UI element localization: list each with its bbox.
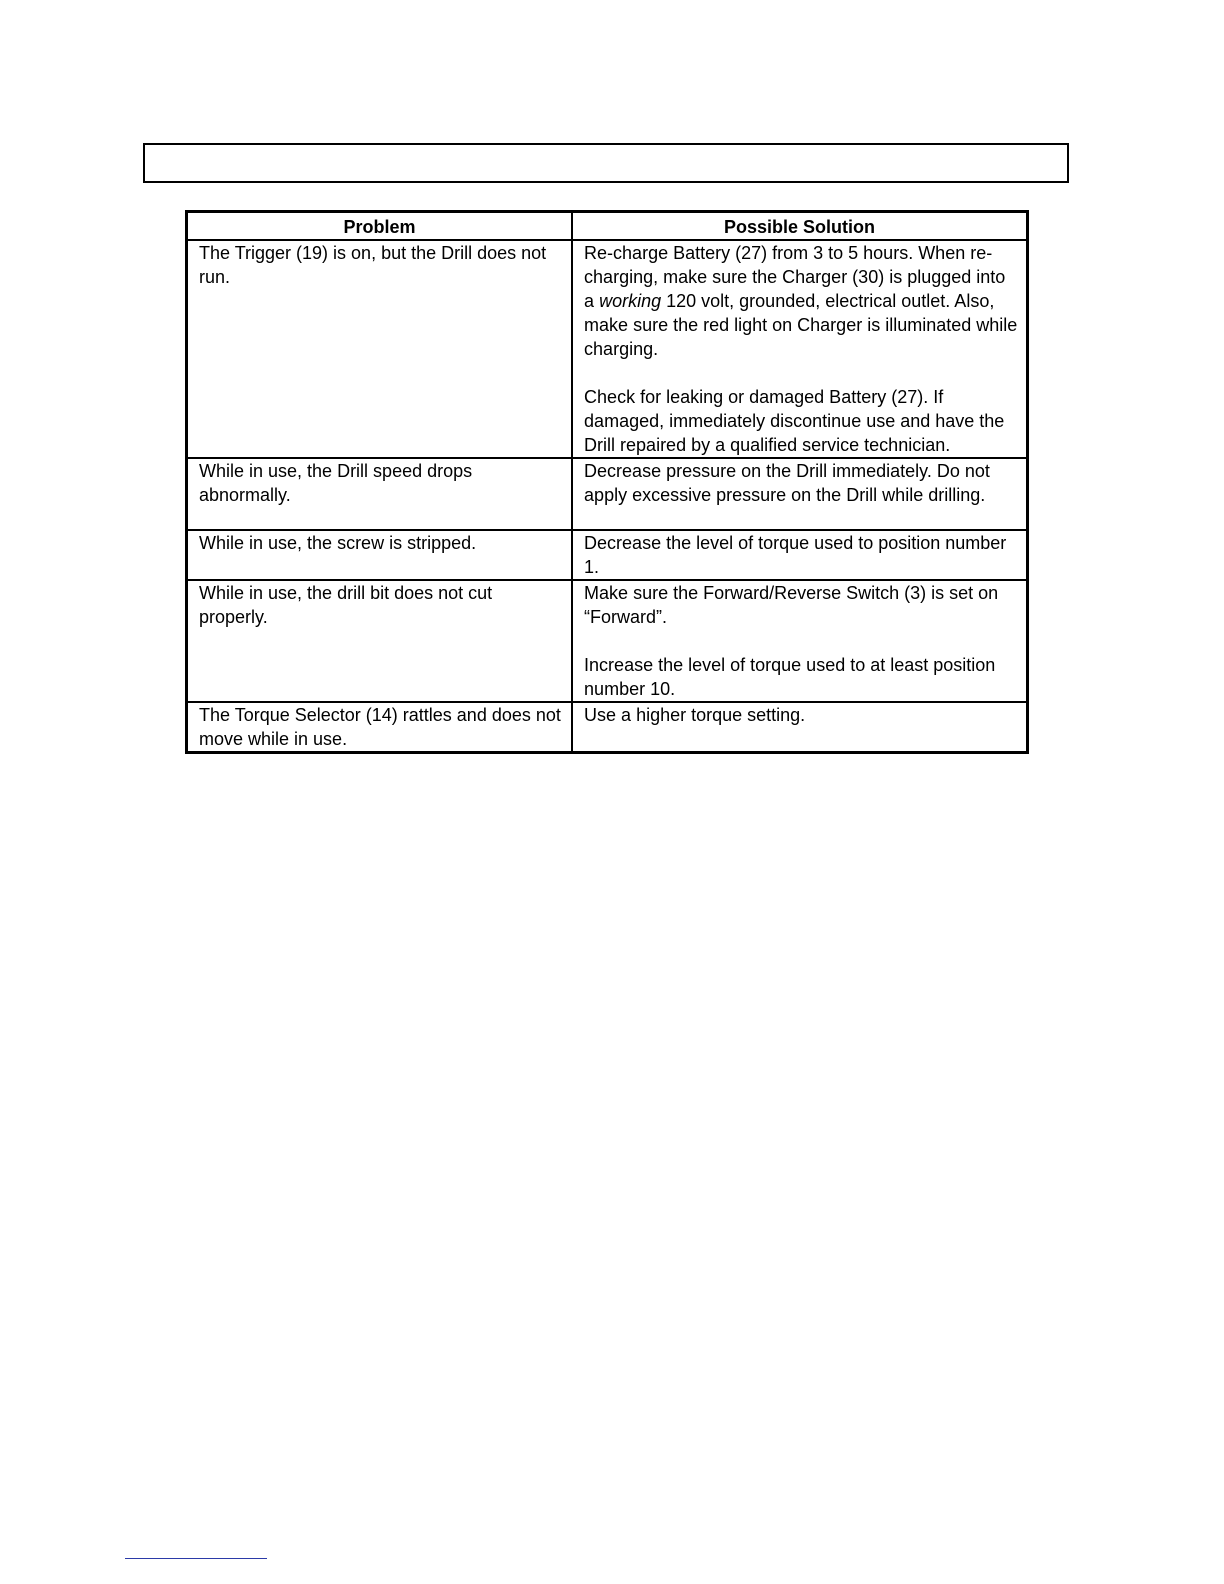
solution-header: Possible Solution <box>572 212 1027 241</box>
problem-cell: The Trigger (19) is on, but the Drill does not run. <box>187 240 573 458</box>
problem-cell: While in use, the drill bit does not cut properly. <box>187 580 573 702</box>
table-row <box>187 530 1028 580</box>
solution-cell: Decrease pressure on the Drill immediately. Do not apply excessive pressure on the Drill while drilling. <box>572 458 1027 530</box>
solution-paragraph: Re-charge Battery (27) from 3 to 5 hours. When re-charging, make sure the Charger (30) is plugged into a working 120 volt, grounded, electrical outlet. Also, make sure the red light on Charger is illuminated while charging. <box>584 243 1018 359</box>
problem-header: Problem <box>187 212 573 241</box>
solution-paragraph: Make sure the Forward/Reverse Switch (3) is set on “Forward”. <box>584 583 999 627</box>
problem-cell: The Torque Selector (14) rattles and does not move while in use. <box>187 702 573 753</box>
solution-cell: Decrease the level of torque used to position number 1. <box>572 530 1027 580</box>
solution-paragraph: Check for leaking or damaged Battery (27). If damaged, immediately discontinue use and have the Drill repaired by a qualified service technician. <box>584 387 1005 455</box>
solution-paragraph: Increase the level of torque used to at least position number 10. <box>584 655 996 699</box>
table-row <box>187 240 1028 458</box>
solution-cell <box>572 240 1027 458</box>
table-header-row <box>187 212 1028 241</box>
problem-cell: While in use, the Drill speed drops abnormally. <box>187 458 573 530</box>
footnote-rule <box>125 1558 267 1559</box>
problem-cell: While in use, the screw is stripped. <box>187 530 573 580</box>
troubleshooting-table <box>185 210 1029 754</box>
emphasis-text: working <box>599 291 662 311</box>
table-row <box>187 458 1028 530</box>
solution-cell: Use a higher torque setting. <box>572 702 1027 753</box>
section-title-box <box>143 143 1069 183</box>
table-row <box>187 702 1028 753</box>
solution-cell <box>572 580 1027 702</box>
table-row <box>187 580 1028 702</box>
